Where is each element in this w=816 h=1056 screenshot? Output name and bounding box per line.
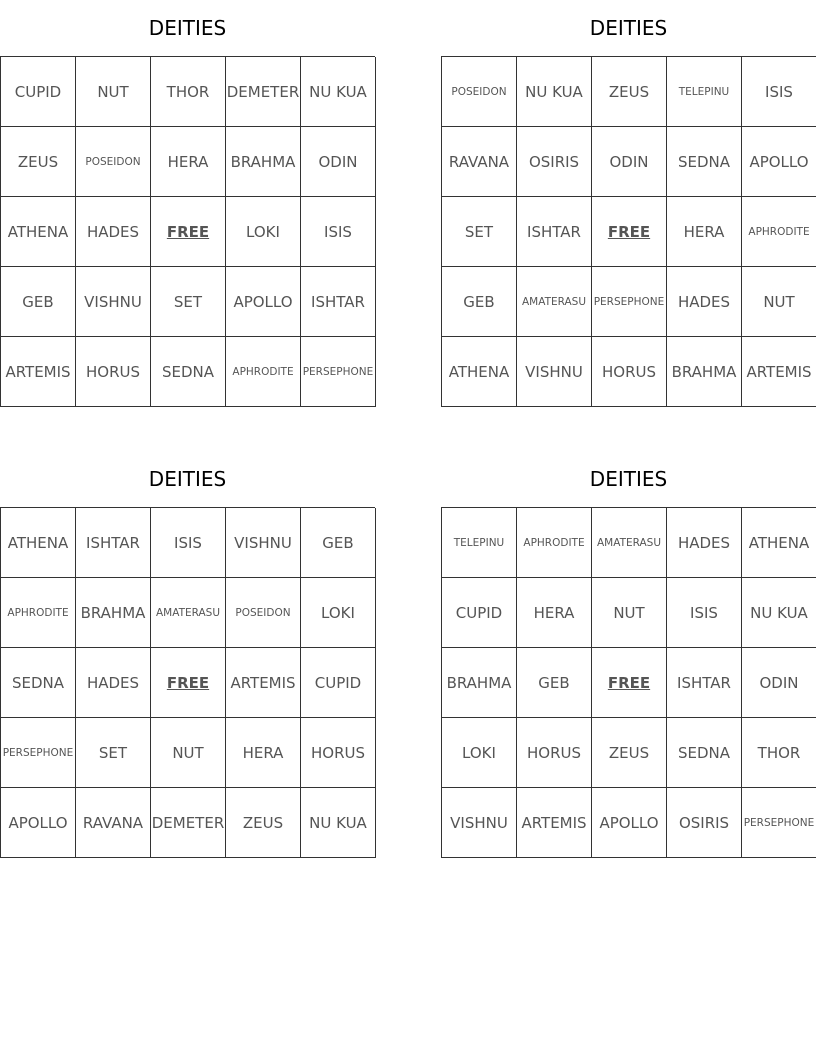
bingo-cell: RAVANA xyxy=(76,788,151,858)
bingo-cell: NU KUA xyxy=(301,788,376,858)
bingo-cell: AMATERASU xyxy=(592,508,667,578)
bingo-cell: NU KUA xyxy=(517,57,592,127)
bingo-cell: ISHTAR xyxy=(517,197,592,267)
bingo-cell: HADES xyxy=(667,267,742,337)
bingo-cell: AMATERASU xyxy=(517,267,592,337)
bingo-cell: PERSEPHONE xyxy=(1,718,76,788)
card-title: DEITIES xyxy=(589,467,668,491)
card-title: DEITIES xyxy=(589,16,668,40)
bingo-cell: RAVANA xyxy=(442,127,517,197)
bingo-grid xyxy=(441,56,816,407)
bingo-cell: NUT xyxy=(151,718,226,788)
bingo-cell: DEMETER xyxy=(226,57,301,127)
bingo-cell: SEDNA xyxy=(151,337,226,407)
bingo-cell: VISHNU xyxy=(517,337,592,407)
bingo-cell: NU KUA xyxy=(742,578,816,648)
bingo-cell: THOR xyxy=(151,57,226,127)
bingo-card-1 xyxy=(0,0,375,407)
bingo-grid xyxy=(0,56,375,407)
bingo-grid xyxy=(0,507,375,858)
bingo-cell: ISIS xyxy=(742,57,816,127)
bingo-cell: PERSEPHONE xyxy=(592,267,667,337)
bingo-cell: THOR xyxy=(742,718,816,788)
bingo-cell: ISIS xyxy=(667,578,742,648)
bingo-cell: ISHTAR xyxy=(667,648,742,718)
bingo-cell: POSEIDON xyxy=(226,578,301,648)
bingo-cell: GEB xyxy=(1,267,76,337)
bingo-cell: HADES xyxy=(667,508,742,578)
bingo-cell: ZEUS xyxy=(592,718,667,788)
bingo-cell: NU KUA xyxy=(301,57,376,127)
bingo-cell: ARTEMIS xyxy=(226,648,301,718)
bingo-cell: NUT xyxy=(742,267,816,337)
bingo-cell: ODIN xyxy=(742,648,816,718)
bingo-cell: HERA xyxy=(151,127,226,197)
free-space-cell: FREE xyxy=(592,648,667,718)
bingo-cell: ATHENA xyxy=(1,508,76,578)
bingo-cell: APHRODITE xyxy=(1,578,76,648)
bingo-cell: BRAHMA xyxy=(667,337,742,407)
card-title: DEITIES xyxy=(148,16,227,40)
bingo-cell: POSEIDON xyxy=(442,57,517,127)
bingo-cell: SEDNA xyxy=(667,127,742,197)
bingo-cell: SEDNA xyxy=(667,718,742,788)
bingo-cell: LOKI xyxy=(226,197,301,267)
bingo-cell: HADES xyxy=(76,197,151,267)
bingo-cell: GEB xyxy=(301,508,376,578)
bingo-card-3 xyxy=(0,451,375,858)
bingo-cell: NUT xyxy=(592,578,667,648)
free-space-cell: FREE xyxy=(592,197,667,267)
bingo-grid xyxy=(441,507,816,858)
bingo-cell: ISHTAR xyxy=(76,508,151,578)
bingo-cell: CUPID xyxy=(1,57,76,127)
bingo-card-4 xyxy=(441,451,816,858)
bingo-cell: HADES xyxy=(76,648,151,718)
bingo-cell: TELEPINU xyxy=(667,57,742,127)
bingo-card-2 xyxy=(441,0,816,407)
bingo-cell: OSIRIS xyxy=(667,788,742,858)
bingo-cell: GEB xyxy=(517,648,592,718)
bingo-cell: APOLLO xyxy=(592,788,667,858)
bingo-cell: ARTEMIS xyxy=(742,337,816,407)
bingo-cell: CUPID xyxy=(301,648,376,718)
bingo-cell: ARTEMIS xyxy=(517,788,592,858)
bingo-cell: PERSEPHONE xyxy=(301,337,376,407)
bingo-cell: SET xyxy=(442,197,517,267)
bingo-cell: APHRODITE xyxy=(517,508,592,578)
bingo-cell: BRAHMA xyxy=(226,127,301,197)
bingo-cell: HORUS xyxy=(592,337,667,407)
bingo-cell: SEDNA xyxy=(1,648,76,718)
bingo-cell: APHRODITE xyxy=(226,337,301,407)
free-space-cell: FREE xyxy=(151,648,226,718)
bingo-cell: DEMETER xyxy=(151,788,226,858)
bingo-cell: ISHTAR xyxy=(301,267,376,337)
bingo-cell: SET xyxy=(76,718,151,788)
bingo-cell: HORUS xyxy=(517,718,592,788)
bingo-cell: ATHENA xyxy=(1,197,76,267)
card-title: DEITIES xyxy=(148,467,227,491)
bingo-cell: LOKI xyxy=(442,718,517,788)
bingo-cell: ODIN xyxy=(301,127,376,197)
bingo-cell: ATHENA xyxy=(442,337,517,407)
bingo-cell: ODIN xyxy=(592,127,667,197)
bingo-cell: APOLLO xyxy=(226,267,301,337)
bingo-cell: SET xyxy=(151,267,226,337)
bingo-cell: POSEIDON xyxy=(76,127,151,197)
bingo-cell: AMATERASU xyxy=(151,578,226,648)
bingo-cell: ZEUS xyxy=(226,788,301,858)
bingo-cell: VISHNU xyxy=(76,267,151,337)
bingo-cell: OSIRIS xyxy=(517,127,592,197)
bingo-cell: ARTEMIS xyxy=(1,337,76,407)
bingo-cell: HERA xyxy=(517,578,592,648)
bingo-cell: LOKI xyxy=(301,578,376,648)
bingo-cell: ZEUS xyxy=(1,127,76,197)
bingo-cell: VISHNU xyxy=(226,508,301,578)
bingo-cell: VISHNU xyxy=(442,788,517,858)
bingo-cell: BRAHMA xyxy=(442,648,517,718)
bingo-cell: APOLLO xyxy=(1,788,76,858)
bingo-cell: BRAHMA xyxy=(76,578,151,648)
bingo-cell: HORUS xyxy=(76,337,151,407)
bingo-cell: APHRODITE xyxy=(742,197,816,267)
bingo-cell: ISIS xyxy=(301,197,376,267)
bingo-cell: GEB xyxy=(442,267,517,337)
bingo-cell: TELEPINU xyxy=(442,508,517,578)
bingo-cell: HERA xyxy=(667,197,742,267)
bingo-cell: HERA xyxy=(226,718,301,788)
bingo-cell: ATHENA xyxy=(742,508,816,578)
bingo-cell: APOLLO xyxy=(742,127,816,197)
bingo-cell: NUT xyxy=(76,57,151,127)
bingo-cell: HORUS xyxy=(301,718,376,788)
bingo-cell: PERSEPHONE xyxy=(742,788,816,858)
bingo-cell: CUPID xyxy=(442,578,517,648)
bingo-cell: ISIS xyxy=(151,508,226,578)
free-space-cell: FREE xyxy=(151,197,226,267)
bingo-cell: ZEUS xyxy=(592,57,667,127)
